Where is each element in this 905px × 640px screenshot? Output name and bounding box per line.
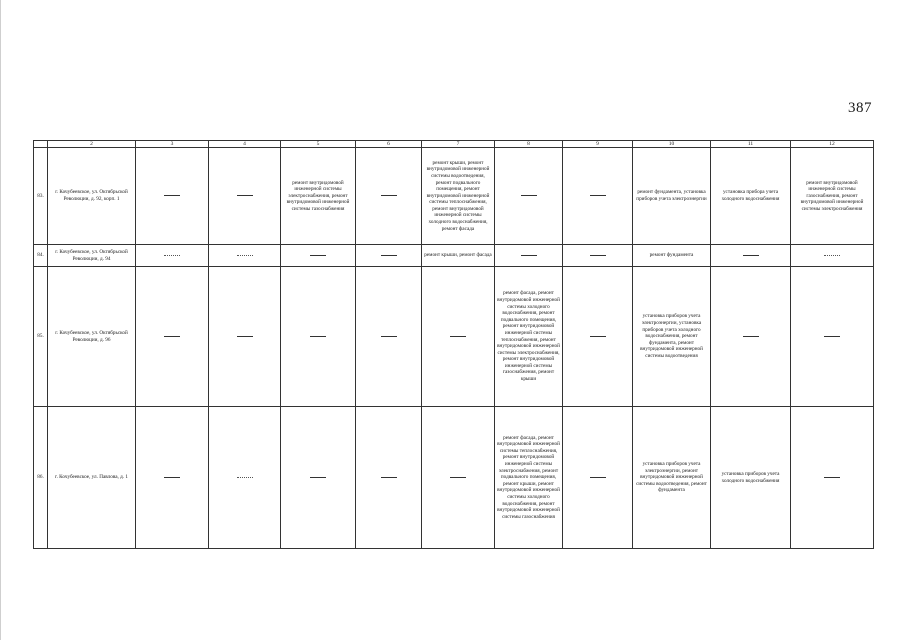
column-header: 7 [422,141,495,148]
table-row [34,245,874,267]
work-cell: установка приборов учета электроэнергии, ремонт внутридомовой инженерной системы водоотведения, ремонт фундамента [633,407,711,549]
row-number: 85. [34,267,48,407]
dash-mark [590,195,606,196]
column-header: 11 [711,141,791,148]
dash-mark [164,255,180,256]
column-header: 8 [495,141,563,148]
dash-mark [310,477,326,478]
dash-mark [824,255,840,256]
empty-cell [136,148,209,245]
empty-cell [791,245,874,267]
column-header: 5 [281,141,356,148]
column-header: 2 [48,141,136,148]
dash-mark [743,336,759,337]
dash-mark [310,336,326,337]
row-number: 86. [34,407,48,549]
work-cell: ремонт крыши, ремонт внутридомовой инженерной системы водоотведения, ремонт подвального помещения, ремонт внутридомовой инженерной системы теплоснабжения, ремонт внутридомовой инженерной системы холодного водоснабжения, ремонт фасада [422,148,495,245]
work-cell: ремонт фундамента, установка приборов учета электроэнергии [633,148,711,245]
dash-mark [237,255,253,256]
row-number: 84. [34,245,48,267]
empty-cell [563,245,633,267]
dash-mark [521,195,537,196]
page-number: 387 [848,100,872,116]
address-cell: г. Кочубеевское, ул. Октябрьской Революции, д. 92, корп. 1 [48,148,136,245]
empty-cell [209,267,281,407]
dash-mark [450,336,466,337]
table-row [34,407,874,549]
dash-mark [237,195,253,196]
dash-mark [590,477,606,478]
work-cell: ремонт фундамента [633,245,711,267]
dash-mark [824,477,840,478]
dash-mark [164,477,180,478]
column-header: 4 [209,141,281,148]
empty-cell [791,267,874,407]
dash-mark [164,336,180,337]
dash-mark [450,477,466,478]
row-number: 83. [34,148,48,245]
dash-mark [237,336,253,337]
dash-mark [164,195,180,196]
empty-cell [495,245,563,267]
column-header: 9 [563,141,633,148]
address-cell: г. Кочубеевское, ул. Октябрьской Революции, д. 94 [48,245,136,267]
dash-mark [310,255,326,256]
empty-cell [356,148,422,245]
empty-cell [356,267,422,407]
column-header: 6 [356,141,422,148]
scan-edge-line [0,0,1,640]
dash-mark [381,195,397,196]
empty-cell [356,407,422,549]
empty-cell [209,407,281,549]
work-cell: ремонт крыши, ремонт фасада [422,245,495,267]
address-cell: г. Кочубеевское, ул. Октябрьской Революции, д. 96 [48,267,136,407]
empty-cell [563,407,633,549]
empty-cell [136,267,209,407]
dash-mark [521,255,537,256]
empty-cell [281,267,356,407]
dash-mark [381,255,397,256]
empty-cell [209,148,281,245]
column-number-row [34,141,874,148]
empty-cell [563,267,633,407]
empty-cell [422,267,495,407]
work-cell: установка приборов учета электроэнергии, установка приборов учета холодного водоснабжения, ремонт фундамента, ремонт внутридомовой инженерной системы водоотведения [633,267,711,407]
column-header [34,141,48,148]
work-cell: ремонт внутридомовой инженерной системы газоснабжения, ремонт внутридомовой инженерной системы электроснабжения [791,148,874,245]
empty-cell [281,245,356,267]
column-header: 10 [633,141,711,148]
work-cell: установка прибора учета холодного водоснабжения [711,148,791,245]
address-cell: г. Кочубеевское, ул. Павлова, д. 1 [48,407,136,549]
empty-cell [495,148,563,245]
column-header: 3 [136,141,209,148]
dash-mark [381,477,397,478]
dash-mark [590,336,606,337]
capital-repair-table [33,140,874,549]
table-row [34,267,874,407]
empty-cell [281,407,356,549]
work-cell: ремонт внутридомовой инженерной системы электроснабжения, ремонт внутридомовой инженерной системы газоснабжения [281,148,356,245]
empty-cell [711,267,791,407]
dash-mark [590,255,606,256]
work-cell: ремонт фасада, ремонт внутридомовой инженерной системы теплоснабжения, ремонт внутридомовой инженерной системы электроснабжения, ремонт подвального помещения, ремонт крыши, ремонт внутридомовой инженерной системы холодного водоснабжения, ремонт внутридомовой инженерной системы газоснабжения [495,407,563,549]
column-header: 12 [791,141,874,148]
empty-cell [136,245,209,267]
dash-mark [237,477,253,478]
empty-cell [136,407,209,549]
table-row [34,148,874,245]
work-cell: установка приборов учета холодного водоснабжения [711,407,791,549]
empty-cell [711,245,791,267]
empty-cell [791,407,874,549]
dash-mark [743,255,759,256]
empty-cell [422,407,495,549]
dash-mark [381,336,397,337]
empty-cell [209,245,281,267]
work-cell: ремонт фасада, ремонт внутридомовой инженерной системы холодного водоснабжения, ремонт подвального помещения, ремонт внутридомовой инженерной системы теплоснабжения, ремонт внутридомовой инженерной системы электроснабжения, ремонт внутридомовой инженерной системы газоснабжения, ремонт крыши [495,267,563,407]
empty-cell [563,148,633,245]
empty-cell [356,245,422,267]
dash-mark [824,336,840,337]
